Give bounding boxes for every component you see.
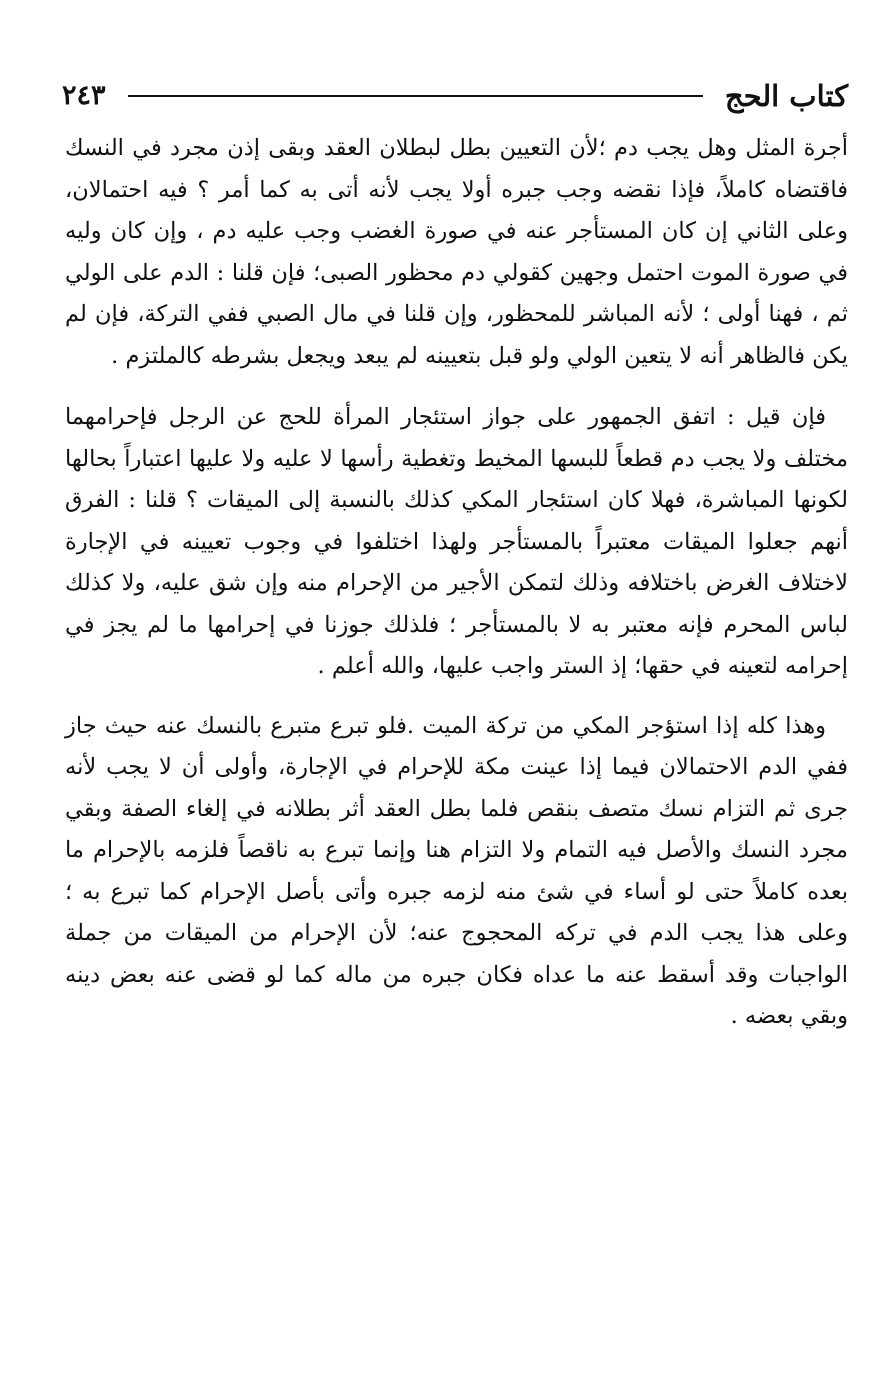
page-header xyxy=(62,74,848,118)
paragraph-2: فإن قيل : اتفق الجمهور على جواز استئجار المرأة للحج عن الرجل فإحرامهما مختلف ولا يجب دم قطعاً للبسها المخيط وتغطية رأسها لا عليه ولا عليها اعتباراً بحالها لكونها المباشرة، فهلا كان استئجار المكي كذلك بالنسبة إلى الميقات ؟ قلنا : الفرق أنهم جعلوا الميقات معتبراً بالمستأجر ولهذا اختلفوا في وجوب تعيينه في الإجارة لاختلاف الغرض باختلافه وذلك لتمكن الأجير من الإحرام منه وإن شق عليه، ولا كذلك لباس المحرم فإنه معتبر به لا بالمستأجر ؛ فلذلك جوزنا في إحرامها ما لم يجز في إحرامه لتعينه في حقها؛ إذ الستر واجب عليها، والله أعلم . xyxy=(65,404,848,679)
body-text xyxy=(65,128,848,1038)
header-rule xyxy=(128,95,703,97)
running-title: كتاب الحج xyxy=(724,79,848,113)
paragraph-1: أجرة المثل وهل يجب دم ؛لأن التعيين بطل لبطلان العقد وبقى إذن مجرد في النسك فاقتضاه كاملاً، فإذا نقضه وجب جبره أولا يجب لأنه أتى به كما أمر ؟ فيه احتمالان، وعلى الثاني إن كان المستأجر عنه في صورة الغضب وجب عليه دم ، وإن كان وليه في صورة الموت احتمل وجهين كقولي دم محظور الصبى؛ فإن قلنا : الدم على الولي ثم ، فهنا أولى ؛ لأنه المباشر للمحظور، وإن قلنا في مال الصبي ففي التركة، فإن لم يكن فالظاهر أنه لا يتعين الولي ولو قبل بتعيينه لم يبعد ويجعل بشرطه كالملتزم . xyxy=(65,135,848,369)
paragraph-3: وهذا كله إذا استؤجر المكي من تركة الميت .فلو تبرع متبرع بالنسك عنه حيث جاز ففي الدم الاحتمالان فيما إذا عينت مكة للإحرام في الإجارة، وأولى أن لا يجب لأنه جرى ثم التزام نسك متصف بنقص فلما بطل العقد أثر بطلانه في إلغاء الصفة وبقي مجرد النسك والأصل فيه التمام ولا التزام هنا وإنما تبرع به ناقصاً فلزمه بالإحرام ما بعده كاملاً حتى لو أساء في شئ منه لزمه جبره وأتى بأصل الإحرام كما تبرع به ؛ وعلى هذا يجب الدم في تركه المحجوج عنه؛ لأن الإحرام من الميقات من جملة الواجبات وقد أسقط عنه ما عداه فكان جبره من ماله كما لو قضى عنه بعض دينه وبقي بعضه . xyxy=(65,712,848,1029)
page-number: ٢٤٣ xyxy=(62,80,106,111)
